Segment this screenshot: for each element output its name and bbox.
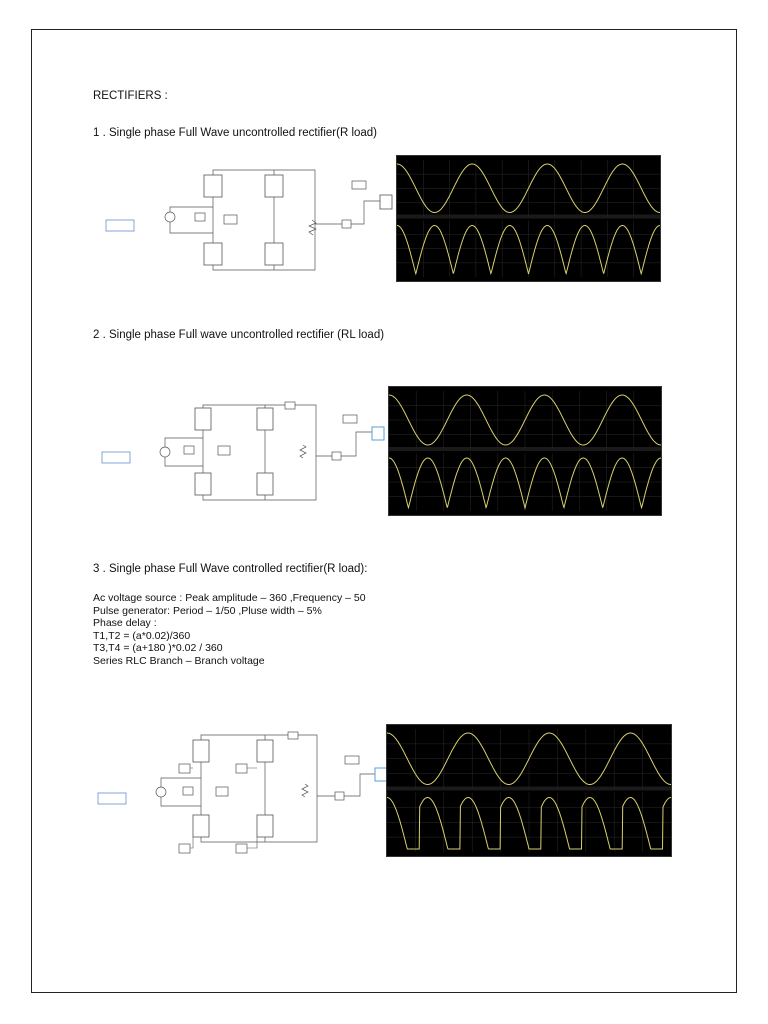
- pulse-generator: [236, 844, 247, 853]
- load-resistor: [300, 445, 306, 458]
- diode-d4: [265, 243, 283, 265]
- section-2-title: 2 . Single phase Full wave uncontrolled rectifier (RL load): [93, 329, 385, 341]
- section-1-scope: [396, 155, 661, 282]
- parameter-line: Phase delay :: [93, 617, 157, 630]
- parameters-list: [93, 592, 366, 668]
- document-heading: RECTIFIERS :: [93, 90, 168, 102]
- scope-block: [372, 427, 384, 440]
- pulse-generator: [179, 844, 190, 853]
- diode-d1: [204, 175, 222, 197]
- load-resistor: [302, 784, 308, 797]
- section-3-circuit-diagram: [95, 728, 387, 856]
- section-3-scope: [386, 724, 672, 857]
- section-2-scope: [388, 386, 662, 516]
- powergui-block: [98, 793, 126, 804]
- powergui-block: [106, 220, 134, 231]
- powergui-block: [102, 452, 130, 463]
- thyristor-t1: [193, 740, 209, 762]
- thyristor-t2: [193, 815, 209, 837]
- parameter-line: Ac voltage source : Peak amplitude – 360 ,Frequency – 50: [93, 592, 366, 604]
- ac-voltage-source: [160, 447, 170, 457]
- diode-d2: [195, 473, 211, 495]
- section-1-title: 1 . Single phase Full Wave uncontrolled rectifier(R load): [93, 127, 378, 139]
- thyristor-t4: [257, 815, 273, 837]
- pulse-generator: [179, 764, 190, 773]
- section-3-title: 3 . Single phase Full Wave controlled rectifier(R load):: [93, 563, 368, 575]
- diode-d2: [204, 243, 222, 265]
- diode-d1: [195, 408, 211, 430]
- section-1-circuit-diagram: [100, 165, 395, 280]
- parameter-line: Pulse generator: Period – 1/50 ,Pluse width – 5%: [93, 604, 322, 617]
- diode-d4: [257, 473, 273, 495]
- parameter-line: T3,T4 = (a+180 )*0.02 / 360: [93, 642, 223, 655]
- pulse-generator: [236, 764, 247, 773]
- diode-d3: [257, 408, 273, 430]
- ac-voltage-source: [156, 787, 166, 797]
- thyristor-t3: [257, 740, 273, 762]
- parameter-line: T1,T2 = (a*0.02)/360: [93, 629, 191, 642]
- section-2-circuit-diagram: [98, 400, 388, 510]
- ac-voltage-source: [165, 212, 175, 222]
- scope-block: [380, 195, 392, 209]
- diode-d3: [265, 175, 283, 197]
- parameter-line: Series RLC Branch – Branch voltage: [93, 654, 265, 667]
